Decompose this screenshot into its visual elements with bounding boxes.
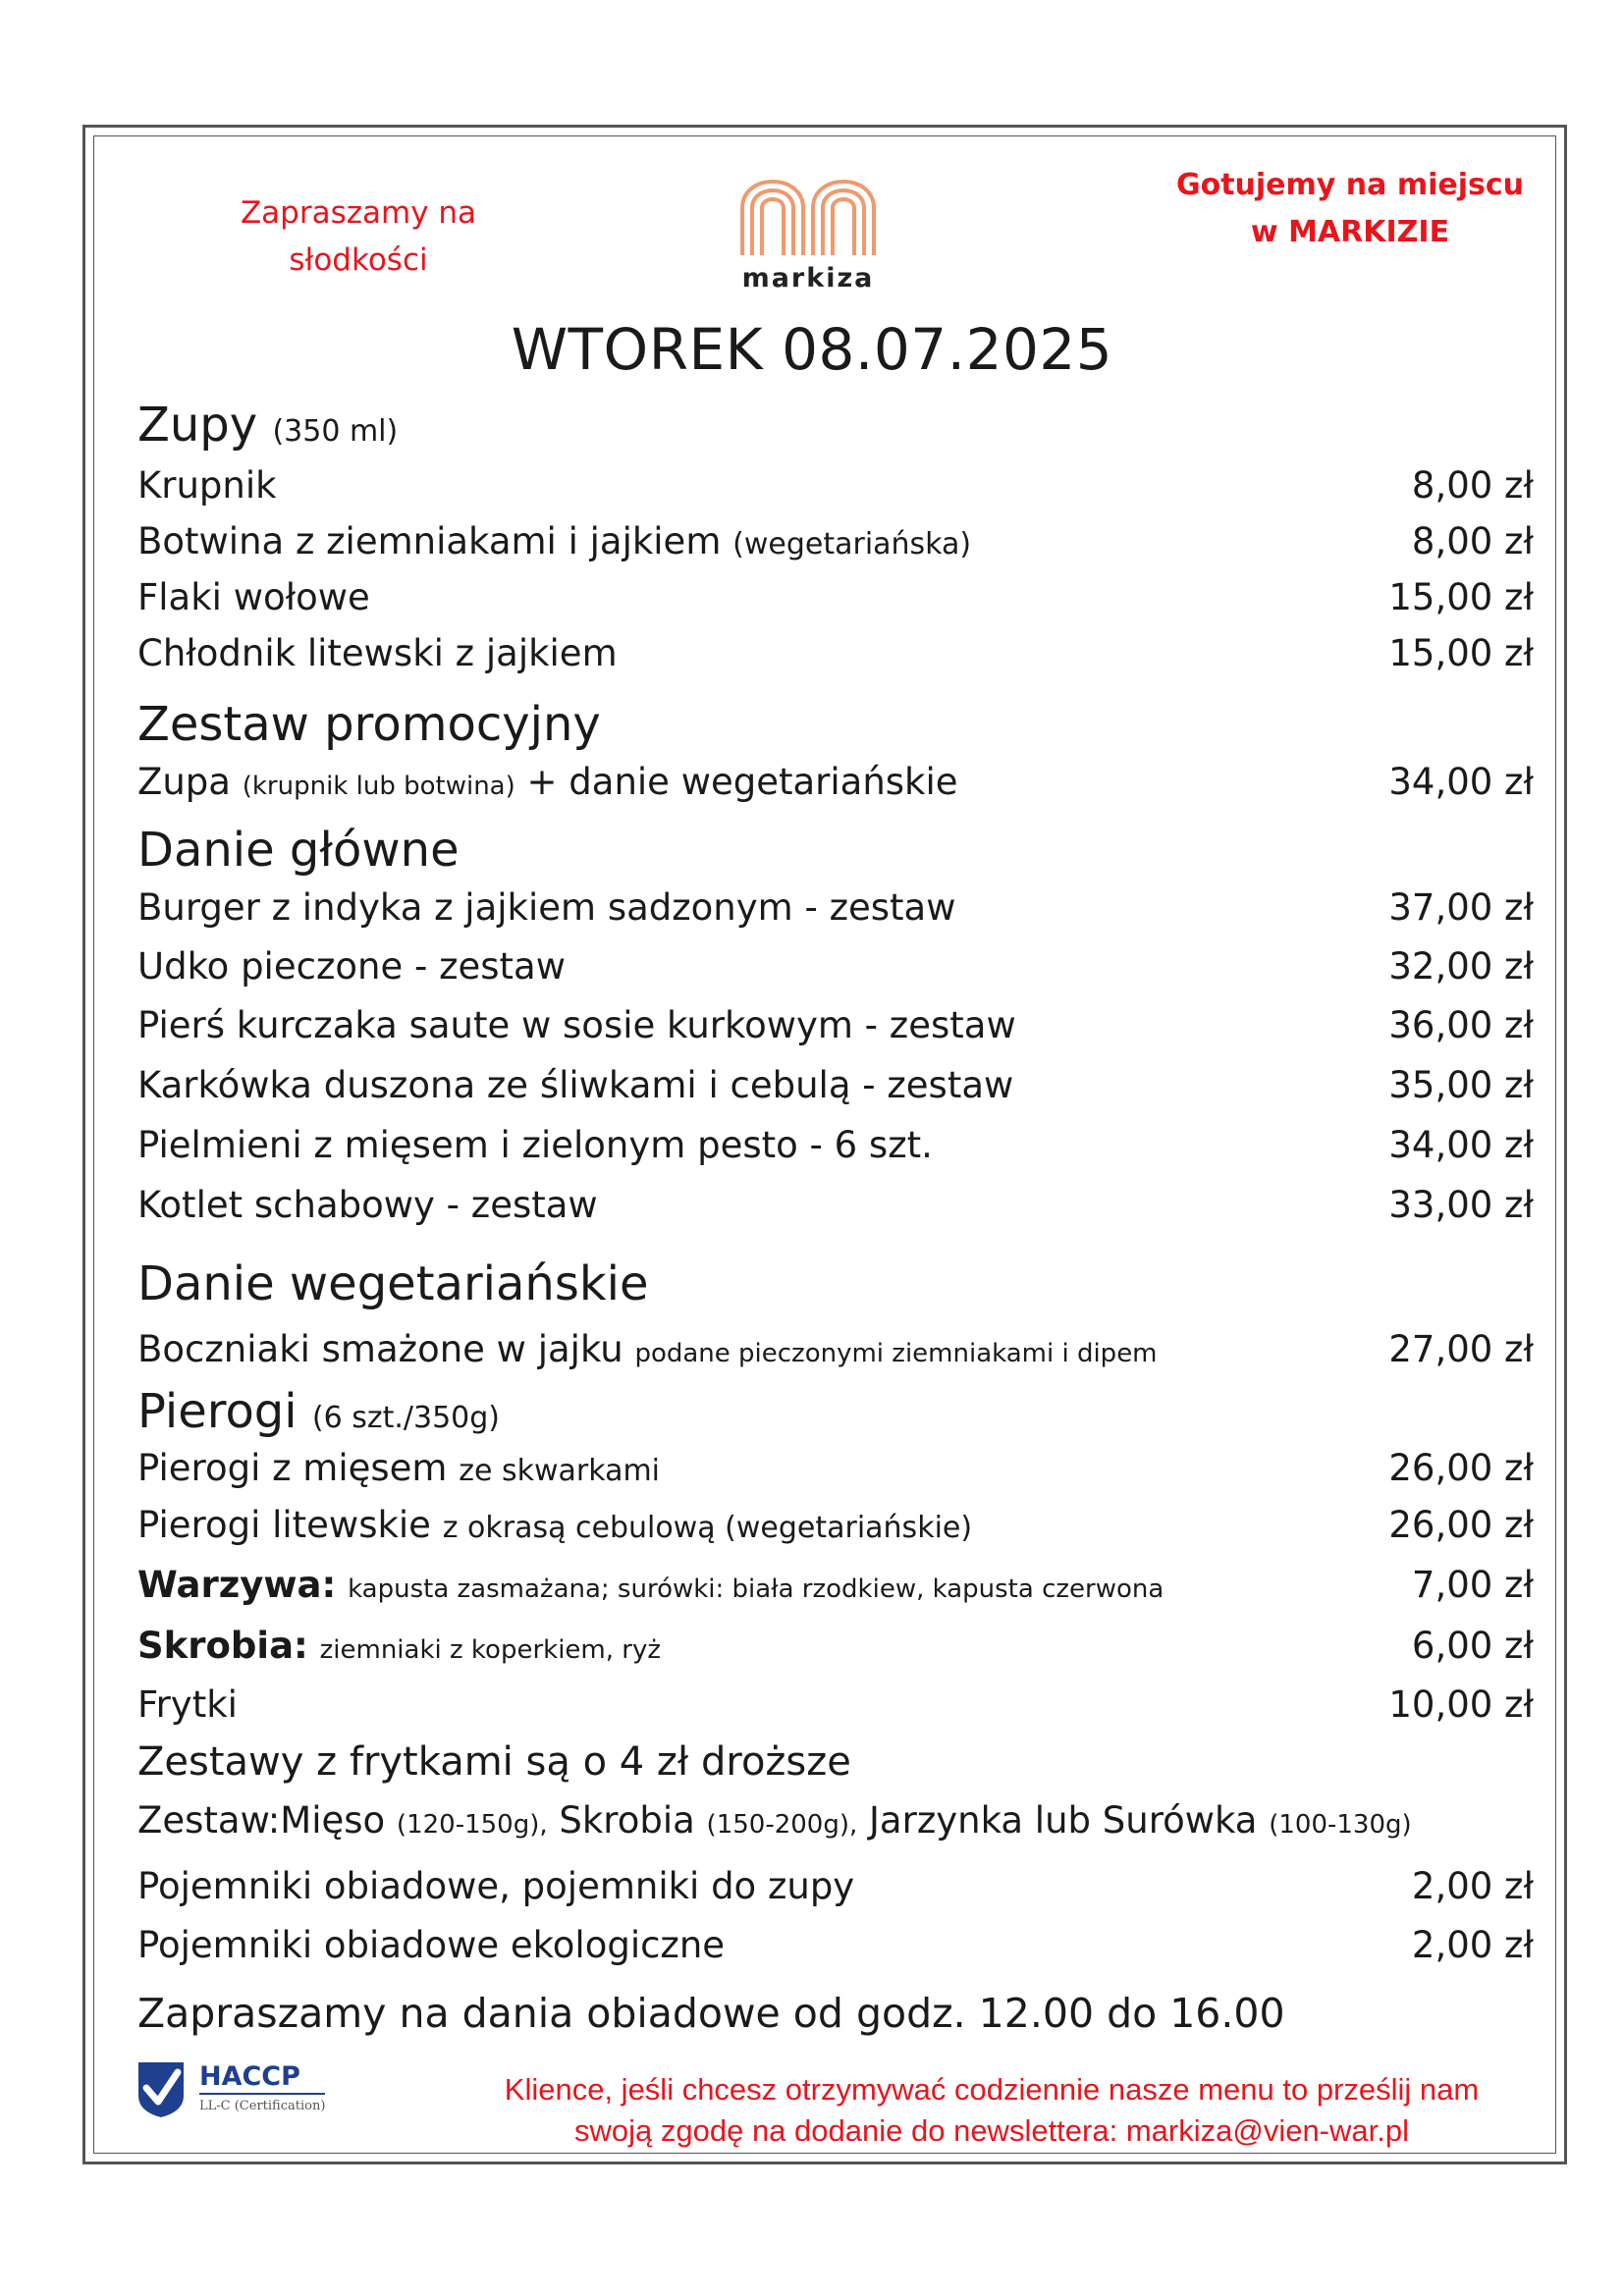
item-price: 15,00 zł [1388, 576, 1534, 618]
menu-item [137, 1124, 1534, 1166]
sweets-promo [211, 189, 506, 284]
item-name: Frytki [137, 1683, 238, 1726]
set-part: Jarzynka lub Surówka [869, 1799, 1258, 1842]
item-name: Pielmieni z mięsem i zielonym pesto - 6 szt. [137, 1124, 933, 1166]
item-name: Zupa [137, 761, 231, 803]
menu-item [137, 1625, 1534, 1667]
item-price: 37,00 zł [1388, 886, 1534, 929]
item-price: 36,00 zł [1388, 1004, 1534, 1046]
item-price: 7,00 zł [1411, 1564, 1534, 1606]
item-name: Pojemniki obiadowe ekologiczne [137, 1924, 726, 1966]
item-name: Udko pieczone - zestaw [137, 945, 566, 988]
section-promo-set-title: Zestaw promocyjny [137, 697, 601, 752]
haccp-check-icon [135, 2056, 188, 2119]
set-part-note: (100-130g) [1269, 1810, 1412, 1840]
item-note: ziemniaki z koperkiem, ryż [319, 1635, 661, 1665]
item-name: Pojemniki obiadowe, pojemniki do zupy [137, 1865, 855, 1907]
menu-item [137, 1447, 1534, 1489]
item-name: Pierogi z mięsem [137, 1447, 448, 1489]
item-price: 26,00 zł [1388, 1504, 1534, 1546]
cooking-promo [1154, 162, 1546, 256]
menu-item [137, 632, 1534, 674]
item-label: Warzywa: [137, 1564, 337, 1606]
menu-item [137, 761, 1534, 803]
item-name: Karkówka duszona ze śliwkami i cebulą - zestaw [137, 1064, 1014, 1106]
section-main-dishes [137, 823, 460, 878]
sweets-promo-line1: Zapraszamy na [240, 195, 477, 231]
item-price: 26,00 zł [1388, 1447, 1534, 1489]
item-price: 27,00 zł [1388, 1328, 1534, 1370]
item-price: 33,00 zł [1388, 1184, 1534, 1226]
menu-item [137, 1064, 1534, 1106]
item-price: 8,00 zł [1411, 520, 1534, 562]
haccp-subtitle: LL-C (Certification) [199, 2098, 326, 2113]
item-note: (wegetariańska) [732, 527, 972, 561]
item-price: 2,00 zł [1411, 1865, 1534, 1907]
section-pierogi-note: (6 szt./350g) [311, 1401, 500, 1435]
item-label: Skrobia: [137, 1625, 308, 1667]
haccp-badge [135, 2056, 325, 2119]
day-title: WTOREK 08.07.2025 [511, 316, 1113, 383]
newsletter-line2: swoją zgodę na dodanie do newslettera: markiza@vien-war.pl [574, 2113, 1409, 2148]
section-vegetarian [137, 1256, 649, 1311]
item-name: Flaki wołowe [137, 576, 370, 618]
item-price: 8,00 zł [1411, 464, 1534, 507]
item-name: Boczniaki smażone w jajku [137, 1328, 623, 1370]
menu-item [137, 1924, 1534, 1966]
menu-item [137, 464, 1534, 507]
item-price: 34,00 zł [1388, 761, 1534, 803]
cooking-promo-line2: w MARKIZIE [1250, 215, 1450, 249]
item-note: podane pieczonymi ziemniakami i dipem [634, 1339, 1158, 1368]
item-price: 34,00 zł [1388, 1124, 1534, 1166]
item-name: Botwina z ziemniakami i jajkiem [137, 520, 722, 562]
menu-item [137, 1683, 1534, 1726]
menu-item [137, 886, 1534, 929]
haccp-name: HACCP [199, 2063, 325, 2095]
item-note: ze skwarkami [459, 1454, 661, 1488]
item-name: Pierogi litewskie [137, 1504, 431, 1546]
section-main-dishes-title: Danie główne [137, 823, 460, 878]
set-part-note: (120-150g), [396, 1810, 548, 1840]
menu-item [137, 945, 1534, 988]
section-pierogi-title: Pierogi [137, 1384, 298, 1439]
item-name: Burger z indyka z jajkiem sadzonym - zestaw [137, 886, 956, 929]
item-name: Pierś kurczaka saute w sosie kurkowym - zestaw [137, 1004, 1016, 1046]
opening-hours [137, 1990, 1534, 2037]
fries-info [137, 1739, 1534, 1785]
markiza-logo-icon [734, 165, 882, 259]
section-pierogi [137, 1384, 500, 1439]
item-price: 6,00 zł [1411, 1625, 1534, 1667]
menu-item [137, 1184, 1534, 1226]
set-part: Skrobia [559, 1799, 695, 1842]
cooking-promo-line1: Gotujemy na miejscu [1175, 168, 1525, 202]
newsletter-notice [432, 2069, 1551, 2152]
menu-item [137, 1328, 1534, 1370]
section-soups-title: Zupy [137, 398, 258, 453]
fries-info-text: Zestawy z frytkami są o 4 zł droższe [137, 1739, 851, 1785]
item-name: Chłodnik litewski z jajkiem [137, 632, 618, 674]
section-promo-set [137, 697, 601, 752]
item-note: z okrasą cebulową (wegetariańskie) [442, 1511, 973, 1545]
menu-item [137, 520, 1534, 562]
menu-item [137, 1504, 1534, 1546]
item-price: 35,00 zł [1388, 1064, 1534, 1106]
item-note: kapusta zasmażana; surówki: biała rzodkiew, kapusta czerwona [348, 1575, 1164, 1604]
set-composition [137, 1799, 1534, 1842]
item-name: Krupnik [137, 464, 277, 507]
opening-hours-text: Zapraszamy na dania obiadowe od godz. 12.00 do 16.00 [137, 1990, 1285, 2037]
menu-item [137, 576, 1534, 618]
set-part-note: (150-200g), [706, 1810, 858, 1840]
set-part: Zestaw:Mięso [137, 1799, 386, 1842]
section-soups [137, 398, 398, 453]
menu-item [137, 1865, 1534, 1907]
item-note: (krupnik lub botwina) [242, 772, 515, 801]
brand-name: markiza [741, 263, 875, 294]
sweets-promo-line2: słodkości [289, 242, 428, 278]
item-name-suffix: + danie wegetariańskie [526, 761, 958, 803]
menu-item [137, 1564, 1534, 1606]
item-price: 10,00 zł [1388, 1683, 1534, 1726]
item-name: Kotlet schabowy - zestaw [137, 1184, 598, 1226]
item-price: 15,00 zł [1388, 632, 1534, 674]
section-soups-note: (350 ml) [272, 414, 399, 449]
section-vegetarian-title: Danie wegetariańskie [137, 1256, 649, 1311]
markiza-logo [730, 165, 887, 294]
item-price: 2,00 zł [1411, 1924, 1534, 1966]
menu-item [137, 1004, 1534, 1046]
item-price: 32,00 zł [1388, 945, 1534, 988]
newsletter-line1: Klience, jeśli chcesz otrzymywać codziennie nasze menu to prześlij nam [504, 2072, 1480, 2107]
